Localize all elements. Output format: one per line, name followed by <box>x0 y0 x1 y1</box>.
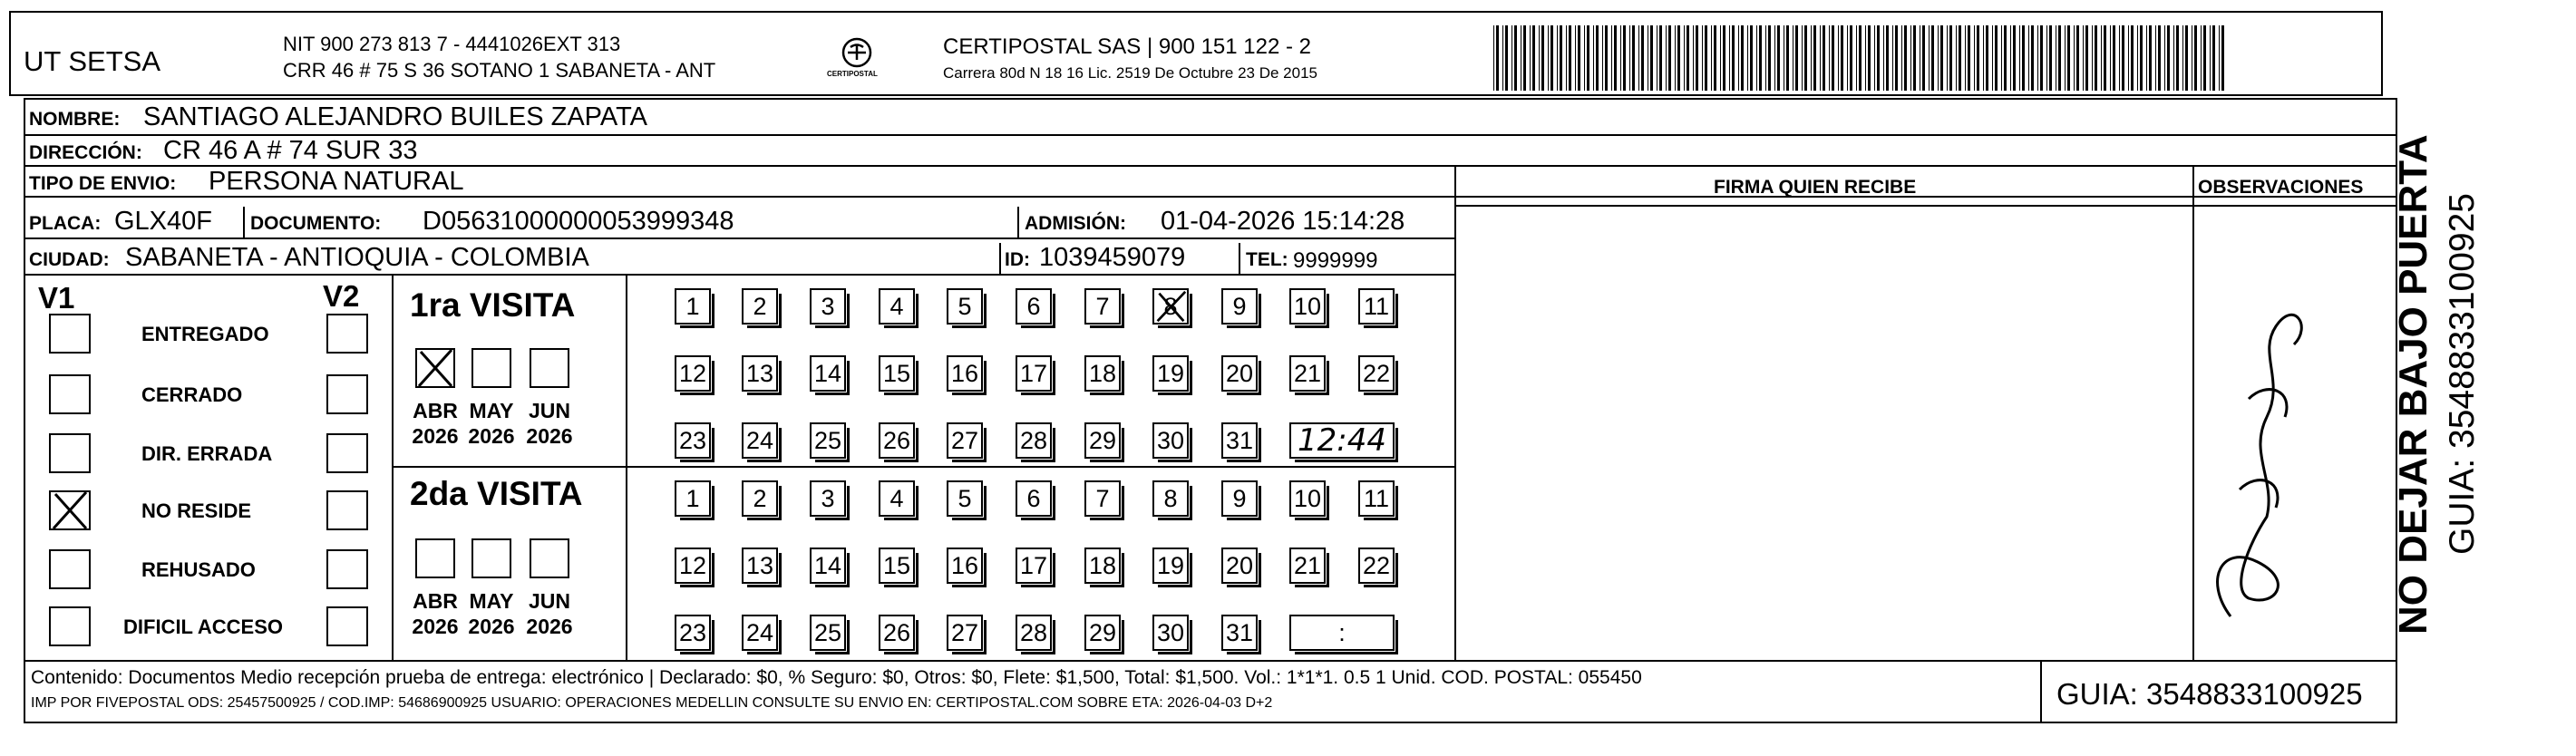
first-visit-day-9[interactable]: 9 <box>1221 288 1258 325</box>
second-visit-day-9[interactable]: 9 <box>1221 480 1258 517</box>
first-visit-day-4[interactable]: 4 <box>879 288 915 325</box>
certipostal-logo <box>816 36 898 83</box>
license-line: Carrera 80d N 18 16 Lic. 2519 De Octubre 23 De 2015 <box>943 64 1317 82</box>
id-label: ID: <box>1005 249 1030 270</box>
second-visit-day-22[interactable]: 22 <box>1358 548 1395 584</box>
first-visit-day-25[interactable]: 25 <box>810 422 846 459</box>
second-visit-day-10[interactable]: 10 <box>1289 480 1326 517</box>
second-visit-month-name-1: ABR <box>413 589 458 613</box>
second-visit-month-checkbox-1[interactable] <box>415 538 455 578</box>
v2-checkbox-2[interactable] <box>326 374 368 414</box>
first-visit-month-year-2: 2026 <box>468 424 515 448</box>
first-visit-day-2[interactable]: 2 <box>742 288 778 325</box>
first-visit-day-7[interactable]: 7 <box>1084 288 1121 325</box>
first-visit-month-name-3: JUN <box>528 399 570 422</box>
second-visit-day-26[interactable]: 26 <box>879 615 915 651</box>
second-visit-day-20[interactable]: 20 <box>1221 548 1258 584</box>
second-visit-month-checkbox-2[interactable] <box>471 538 511 578</box>
id-value: 1039459079 <box>1039 243 1186 272</box>
direccion-label: DIRECCIÓN: <box>29 142 142 163</box>
admision-label: ADMISIÓN: <box>1025 213 1126 234</box>
first-visit-day-5[interactable]: 5 <box>947 288 983 325</box>
v1-checkbox-6[interactable] <box>49 606 91 646</box>
v1-checkbox-4[interactable] <box>49 490 91 530</box>
second-visit-day-6[interactable]: 6 <box>1016 480 1052 517</box>
first-visit-day-13[interactable]: 13 <box>742 355 778 392</box>
ciudad-label: CIUDAD: <box>29 249 110 270</box>
first-visit-day-18[interactable]: 18 <box>1084 355 1121 392</box>
first-visit-day-1[interactable]: 1 <box>675 288 711 325</box>
nombre-label: NOMBRE: <box>29 109 121 130</box>
first-visit-day-31[interactable]: 31 <box>1221 422 1258 459</box>
logo-text: CERTIPOSTAL <box>827 70 878 78</box>
documento-value: D05631000000053999348 <box>423 207 734 236</box>
second-visit-day-12[interactable]: 12 <box>675 548 711 584</box>
second-visit-month-name-2: MAY <box>469 589 514 613</box>
footer-content: Contenido: Documentos Medio recepción prueba de entrega: electrónico | Declarado: $0, % Seguro: $0, Otros: $0, Flete: $1,500, Total: $1,500. Vol.: 1*1*1. 0.5 1 Unid. COD. POSTAL: 055450 <box>31 667 1642 688</box>
second-visit-day-23[interactable]: 23 <box>675 615 711 651</box>
first-visit-day-11[interactable]: 11 <box>1358 288 1395 325</box>
company-name: UT SETSA <box>24 45 161 77</box>
second-visit-day-19[interactable]: 19 <box>1152 548 1189 584</box>
second-visit-day-25[interactable]: 25 <box>810 615 846 651</box>
second-visit-day-17[interactable]: 17 <box>1016 548 1052 584</box>
first-visit-day-26[interactable]: 26 <box>879 422 915 459</box>
first-visit-day-19[interactable]: 19 <box>1152 355 1189 392</box>
v1-label: V1 <box>38 281 75 315</box>
carrier-line: CERTIPOSTAL SAS | 900 151 122 - 2 <box>943 34 1311 59</box>
status-label-3: DIR. ERRADA <box>141 442 273 465</box>
v2-checkbox-1[interactable] <box>326 314 368 354</box>
v1-checkbox-3[interactable] <box>49 433 91 473</box>
second-visit-day-27[interactable]: 27 <box>947 615 983 651</box>
v2-checkbox-5[interactable] <box>326 549 368 589</box>
first-visit-day-8[interactable]: 8 <box>1152 288 1189 325</box>
v1-checkbox-5[interactable] <box>49 549 91 589</box>
first-visit-day-3[interactable]: 3 <box>810 288 846 325</box>
first-visit-day-28[interactable]: 28 <box>1016 422 1052 459</box>
first-visit-month-name-2: MAY <box>469 399 514 422</box>
status-label-2: CERRADO <box>141 383 243 406</box>
first-visit-month-checkbox-3[interactable] <box>530 348 569 388</box>
first-visit-day-20[interactable]: 20 <box>1221 355 1258 392</box>
second-visit-month-name-3: JUN <box>528 589 570 613</box>
first-visit-time-box[interactable]: 12:44 <box>1289 422 1395 459</box>
first-visit-day-24[interactable]: 24 <box>742 422 778 459</box>
second-visit-title: 2da VISITA <box>410 475 583 512</box>
second-visit-day-4[interactable]: 4 <box>879 480 915 517</box>
direccion-value: CR 46 A # 74 SUR 33 <box>163 136 418 165</box>
second-visit-day-24[interactable]: 24 <box>742 615 778 651</box>
side-guia: GUIA: 3548833100925 <box>2443 193 2482 555</box>
second-visit-month-year-2: 2026 <box>468 615 515 638</box>
second-visit-day-31[interactable]: 31 <box>1221 615 1258 651</box>
v2-checkbox-6[interactable] <box>326 606 368 646</box>
x-mark-icon <box>51 492 89 528</box>
second-visit-day-18[interactable]: 18 <box>1084 548 1121 584</box>
status-label-5: REHUSADO <box>141 558 256 581</box>
second-visit-day-1[interactable]: 1 <box>675 480 711 517</box>
footer-print-info: IMP POR FIVEPOSTAL ODS: 25457500925 / COD.IMP: 54686900925 USUARIO: OPERACIONES MEDELLIN CONSULTE SU ENVIO EN: CERTIPOSTAL.COM SOBRE ETA: 2026-04-03 D+2 <box>31 695 1273 711</box>
tipo-envio-value: PERSONA NATURAL <box>209 167 464 196</box>
first-visit-day-23[interactable]: 23 <box>675 422 711 459</box>
nombre-value: SANTIAGO ALEJANDRO BUILES ZAPATA <box>143 102 647 131</box>
v1-checkbox-2[interactable] <box>49 374 91 414</box>
x-mark-icon <box>1154 290 1187 323</box>
admision-value: 01-04-2026 15:14:28 <box>1161 207 1405 236</box>
status-label-4: NO RESIDE <box>141 499 252 522</box>
v2-label: V2 <box>323 279 360 313</box>
first-visit-day-21[interactable]: 21 <box>1289 355 1326 392</box>
barcode <box>1493 25 2228 91</box>
x-mark-icon <box>417 350 453 386</box>
tipo-envio-label: TIPO DE ENVIO: <box>29 173 177 194</box>
nit-line: NIT 900 273 813 7 - 4441026EXT 313 <box>283 33 621 55</box>
second-visit-day-7[interactable]: 7 <box>1084 480 1121 517</box>
first-visit-month-name-1: ABR <box>413 399 458 422</box>
first-visit-day-22[interactable]: 22 <box>1358 355 1395 392</box>
second-visit-day-21[interactable]: 21 <box>1289 548 1326 584</box>
first-visit-day-15[interactable]: 15 <box>879 355 915 392</box>
second-visit-day-3[interactable]: 3 <box>810 480 846 517</box>
second-visit-day-15[interactable]: 15 <box>879 548 915 584</box>
ciudad-value: SABANETA - ANTIOQUIA - COLOMBIA <box>125 243 589 272</box>
second-visit-month-year-1: 2026 <box>412 615 459 638</box>
documento-label: DOCUMENTO: <box>250 213 382 234</box>
address-line: CRR 46 # 75 S 36 SOTANO 1 SABANETA - ANT <box>283 59 716 82</box>
v2-checkbox-4[interactable] <box>326 490 368 530</box>
second-visit-day-2[interactable]: 2 <box>742 480 778 517</box>
first-visit-day-6[interactable]: 6 <box>1016 288 1052 325</box>
second-visit-month-year-3: 2026 <box>526 615 573 638</box>
v1-checkbox-1[interactable] <box>49 314 91 354</box>
first-visit-day-30[interactable]: 30 <box>1152 422 1189 459</box>
second-visit-day-5[interactable]: 5 <box>947 480 983 517</box>
second-visit-day-29[interactable]: 29 <box>1084 615 1121 651</box>
tel-value: 9999999 <box>1293 248 1378 273</box>
second-visit-month-checkbox-3[interactable] <box>530 538 569 578</box>
v2-checkbox-3[interactable] <box>326 433 368 473</box>
second-visit-day-14[interactable]: 14 <box>810 548 846 584</box>
tel-label: TEL: <box>1246 249 1288 270</box>
first-visit-day-29[interactable]: 29 <box>1084 422 1121 459</box>
placa-value: GLX40F <box>114 207 212 236</box>
second-visit-day-11[interactable]: 11 <box>1358 480 1395 517</box>
first-visit-month-year-3: 2026 <box>526 424 573 448</box>
second-visit-day-16[interactable]: 16 <box>947 548 983 584</box>
second-visit-day-30[interactable]: 30 <box>1152 615 1189 651</box>
first-visit-day-14[interactable]: 14 <box>810 355 846 392</box>
first-visit-month-checkbox-1[interactable] <box>415 348 455 388</box>
handwritten-signature <box>2194 272 2339 635</box>
status-label-1: ENTREGADO <box>141 323 269 345</box>
first-visit-day-27[interactable]: 27 <box>947 422 983 459</box>
first-visit-title: 1ra VISITA <box>410 286 576 324</box>
observaciones-header: OBSERVACIONES <box>2198 177 2364 198</box>
status-label-6: DIFICIL ACCESO <box>123 615 284 638</box>
second-visit-time-box[interactable]: : <box>1289 615 1395 651</box>
second-visit-day-8[interactable]: 8 <box>1152 480 1189 517</box>
footer-guia: GUIA: 3548833100925 <box>2056 677 2363 711</box>
second-visit-day-28[interactable]: 28 <box>1016 615 1052 651</box>
firma-header: FIRMA QUIEN RECIBE <box>1714 177 1917 198</box>
first-visit-month-checkbox-2[interactable] <box>471 348 511 388</box>
side-warning: NO DEJAR BAJO PUERTA <box>2391 134 2435 635</box>
first-visit-day-10[interactable]: 10 <box>1289 288 1326 325</box>
first-visit-day-12[interactable]: 12 <box>675 355 711 392</box>
placa-label: PLACA: <box>29 213 102 234</box>
first-visit-month-year-1: 2026 <box>412 424 459 448</box>
second-visit-day-13[interactable]: 13 <box>742 548 778 584</box>
first-visit-day-16[interactable]: 16 <box>947 355 983 392</box>
first-visit-day-17[interactable]: 17 <box>1016 355 1052 392</box>
